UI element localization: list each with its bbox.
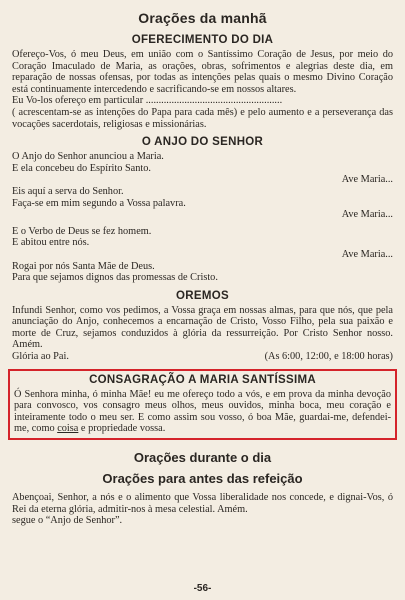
anjo-line: E ela concebeu do Espírito Santo. [12,162,151,174]
section-heading-durante: Orações durante o dia [133,450,272,466]
consagracao-underlined-word: coisa [57,423,79,435]
page-title: Orações da manhã [138,10,267,26]
section-heading-oferecimento: OFERECIMENTO DO DIA [131,34,274,46]
consagracao-highlight-box [8,369,397,440]
ave-maria: Ave Maria... [341,209,393,221]
consagracao-text-b: e propriedade vossa. [78,423,166,435]
section-heading-anjo: O ANJO DO SENHOR [141,136,264,149]
refeicao-paragraph: Abençoai, Senhor, a nós e o alimento que Vossa liberalidade nos concede, e dignai-Vos, ó Rei da eterna glória, admitir-nos à mesa celestial. Amém. [12,492,393,515]
gloria-row [12,351,393,363]
consagracao-text-a: Ó Senhora minha, ó minha Mãe! eu me ofereço todo a vós, e em prova da minha devoção para convosco, vos consagro meus olhos, meus ouvidos, minha boca, meu coração e inteiramente todo o meu ser. E como assim sou vosso, ó boa Mãe, guardai-me, defendei-me, como [14,388,391,435]
horas-text: (As 6:00, 12:00, e 18:00 horas) [264,351,393,363]
section-heading-consagracao: CONSAGRAÇÃO A MARIA SANTÍSSIMA [89,373,316,386]
anjo-line: E abitou entre nós. [12,237,90,249]
consagracao-paragraph [14,389,391,435]
anjo-line: Rogai por nós Santa Mãe de Deus. [12,260,155,272]
section-heading-refeicao: Orações para antes das refeição [102,471,303,487]
gloria-text: Glória ao Pai. [12,351,69,363]
oferecimento-intencoes: ( acrescentam-se as intenções do Papa para cada mês) e pelo aumento e a perseverança das vocações sacerdotais, religiosas e missionárias. [12,106,393,130]
anjo-line: Eis aquí a serva do Senhor. [12,185,124,197]
oferecimento-particular: Eu Vo-los ofereço em particular ..................................................... [12,95,283,107]
anjo-line: Faça-se em mim segundo a Vossa palavra. [12,197,186,209]
oferecimento-paragraph: Ofereço-Vos, ó meu Deus, em união com o Santíssimo Coração de Jesus, por meio do Coração Imaculado de Maria, as orações, obras, sofrimentos e alegrias deste dia, em reparação de nossas ofensas, por todas as intenções pelas quais o mesmo Divino Coração está continuamente intercedendo e sacrificando-se em nossos altares. [12,49,393,95]
page-number: -56- [193,583,212,594]
ave-maria: Ave Maria... [341,248,393,260]
oremos-paragraph: Infundi Senhor, como vos pedimos, a Vossa graça em nossas almas, para que nós, que pela anunciação do Anjo, conhecemos a encarnação de Cristo, Vosso Filho, pela sua paixão e morte de Cruz, sejamos conduzidos à glória da ressurreição. Por Cristo Senhor nosso. Amém. [12,304,393,351]
anjo-line: O Anjo do Senhor anunciou a Maria. [12,151,164,163]
ave-maria: Ave Maria... [341,174,393,186]
anjo-line: E o Verbo de Deus se fez homem. [12,225,152,237]
section-heading-oremos: OREMOS [176,289,229,302]
anjo-line: Para que sejamos dignos das promessas de Cristo. [12,272,218,284]
refeicao-segue: segue o “Anjo de Senhor”. [12,515,123,527]
